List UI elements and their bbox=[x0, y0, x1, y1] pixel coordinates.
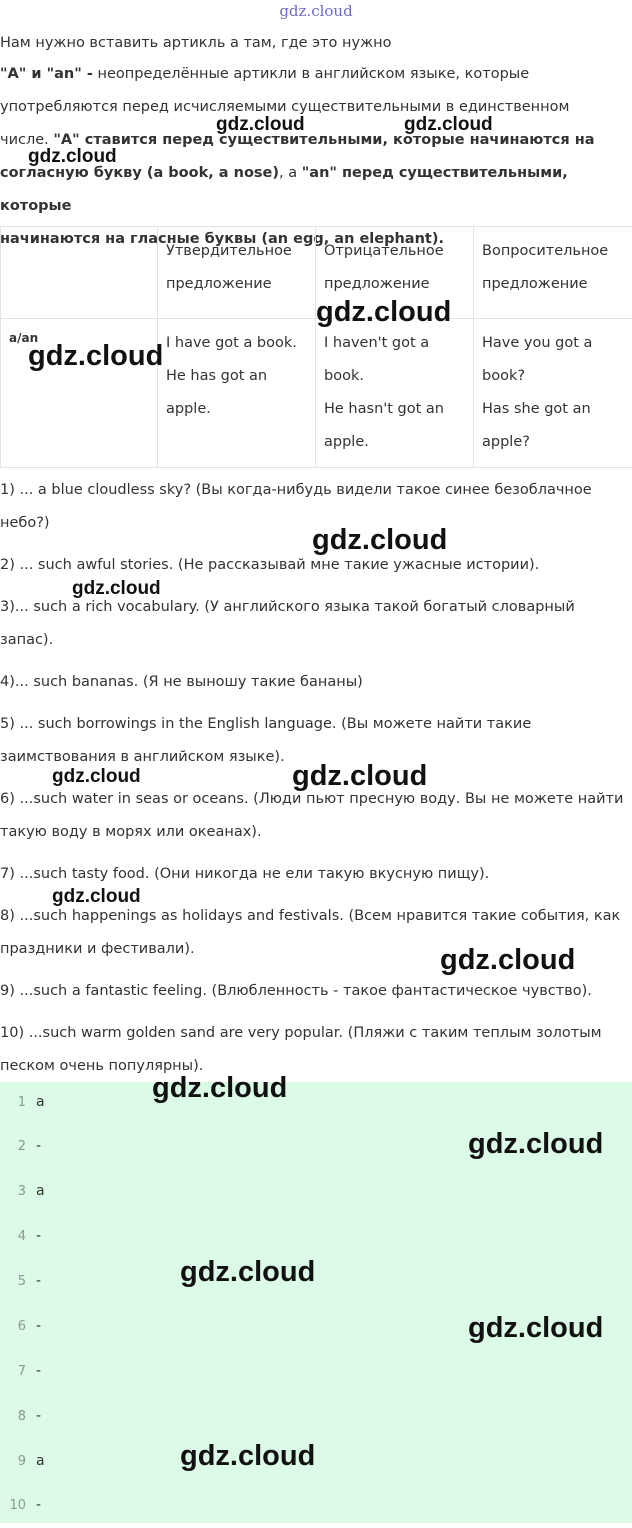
definition-mid: , а bbox=[279, 165, 302, 181]
answer-row bbox=[0, 1259, 41, 1303]
exercise-10: 10) ...such warm golden sand are very popular. (Пляжи с таким теплым золотым песком очень популярны). bbox=[0, 1017, 626, 1083]
answer-value: - bbox=[36, 1394, 41, 1438]
example-sentence: He has got an apple. bbox=[166, 360, 307, 426]
exercise-6: 6) ...such water in seas or oceans. (Люди пьют пресную воду. Вы не можете найти такую воду в морях или океанах). bbox=[0, 783, 626, 849]
exercise-3: 3)... such a rich vocabulary. (У английского языка такой богатый словарный запас). bbox=[0, 591, 626, 657]
watermark: gdz.cloud bbox=[152, 1072, 287, 1105]
answer-number: 10 bbox=[0, 1484, 26, 1528]
exercise-1: 1) ... a blue cloudless sky? (Вы когда-нибудь видели такое синее безоблачное небо?) bbox=[0, 474, 626, 540]
answer-number: 7 bbox=[0, 1350, 26, 1394]
table-header-empty bbox=[1, 227, 158, 319]
definition-text-3: числе. bbox=[0, 132, 53, 148]
table-header-question: Вопросительное предложение bbox=[474, 227, 632, 319]
answer-value: - bbox=[36, 1304, 41, 1348]
watermark: gdz.cloud bbox=[468, 1128, 603, 1161]
answer-number: 6 bbox=[0, 1305, 26, 1349]
exercise-8: 8) ...such happenings as holidays and festivals. (Всем нравится такие события, как праздники и фестивали). bbox=[0, 900, 626, 966]
watermark: gdz.cloud bbox=[468, 1312, 603, 1345]
answer-value: - bbox=[36, 1349, 41, 1393]
rule-an-2: начинаются на гласные буквы (an egg, an elephant). bbox=[0, 231, 444, 247]
watermark: gdz.cloud bbox=[72, 578, 161, 600]
watermark: gdz.cloud bbox=[52, 886, 141, 908]
watermark: gdz.cloud bbox=[292, 760, 427, 793]
answer-value: a bbox=[36, 1080, 45, 1124]
exercise-2: 2) ... such awful stories. (Не рассказывай мне такие ужасные истории). bbox=[0, 549, 626, 582]
answer-number: 3 bbox=[0, 1170, 26, 1214]
answer-value: - bbox=[36, 1483, 41, 1527]
answer-row bbox=[0, 1304, 41, 1348]
answer-value: a bbox=[36, 1439, 45, 1483]
rule-a-2: согласную букву (a book, a nose) bbox=[0, 165, 279, 181]
site-mark: gdz.cloud bbox=[0, 2, 632, 20]
rule-a-1: "A" ставится перед существительными, которые начинаются на bbox=[53, 132, 594, 148]
answer-number: 5 bbox=[0, 1260, 26, 1304]
example-sentence: I haven't got a book. bbox=[324, 327, 465, 393]
exercise-9: 9) ...such a fantastic feeling. (Влюбленность - такое фантастическое чувство). bbox=[0, 975, 626, 1008]
answer-number: 8 bbox=[0, 1395, 26, 1439]
table-row-label: a/an bbox=[1, 319, 158, 468]
watermark: gdz.cloud bbox=[440, 944, 575, 977]
answer-row bbox=[0, 1394, 41, 1438]
watermark: gdz.cloud bbox=[28, 340, 163, 373]
table-cell-question bbox=[474, 319, 632, 468]
watermark: gdz.cloud bbox=[180, 1440, 315, 1473]
answer-number: 1 bbox=[0, 1081, 26, 1125]
definition-text-2: употребляются перед исчисляемыми существительными в единственном bbox=[0, 99, 569, 115]
answer-value: - bbox=[36, 1259, 41, 1303]
table-header-negative: Отрицательное предложение bbox=[316, 227, 474, 319]
intro-text: Нам нужно вставить артикль a там, где это нужно bbox=[0, 32, 632, 54]
example-sentence: Has she got an apple? bbox=[482, 393, 624, 459]
table-cell-affirmative bbox=[158, 319, 316, 468]
watermark: gdz.cloud bbox=[404, 114, 493, 136]
answer-row bbox=[0, 1214, 41, 1258]
watermark: gdz.cloud bbox=[316, 296, 451, 329]
answer-value: a bbox=[36, 1169, 45, 1213]
watermark: gdz.cloud bbox=[52, 766, 141, 788]
rule-an-1: "an" перед существительными, которые bbox=[0, 165, 568, 214]
answer-row bbox=[0, 1439, 45, 1483]
exercise-5: 5) ... such borrowings in the English language. (Вы можете найти такие заимствования в английском языке). bbox=[0, 708, 626, 774]
table-header-affirmative: Утвердительное предложение bbox=[158, 227, 316, 319]
watermark: gdz.cloud bbox=[312, 524, 447, 557]
exercise-7: 7) ...such tasty food. (Они никогда не ели такую вкусную пищу). bbox=[0, 858, 626, 891]
answer-row bbox=[0, 1483, 41, 1527]
answer-row bbox=[0, 1080, 45, 1124]
watermark: gdz.cloud bbox=[28, 146, 117, 168]
table-cell-negative bbox=[316, 319, 474, 468]
example-sentence: Have you got a book? bbox=[482, 327, 624, 393]
example-sentence: I have got a book. bbox=[166, 327, 307, 360]
answer-row bbox=[0, 1169, 45, 1213]
answer-number: 4 bbox=[0, 1215, 26, 1259]
example-sentence: He hasn't got an apple. bbox=[324, 393, 465, 459]
answer-value: - bbox=[36, 1214, 41, 1258]
answer-number: 9 bbox=[0, 1440, 26, 1484]
answer-row bbox=[0, 1124, 41, 1168]
exercise-4: 4)... such bananas. (Я не выношу такие бананы) bbox=[0, 666, 626, 699]
watermark: gdz.cloud bbox=[216, 114, 305, 136]
answer-row bbox=[0, 1349, 41, 1393]
watermark: gdz.cloud bbox=[180, 1256, 315, 1289]
answer-value: - bbox=[36, 1124, 41, 1168]
definition-text-1: неопределённые артикли в английском языке, которые bbox=[93, 66, 529, 82]
answer-number: 2 bbox=[0, 1125, 26, 1169]
definition-lead: "A" и "an" - bbox=[0, 66, 93, 82]
